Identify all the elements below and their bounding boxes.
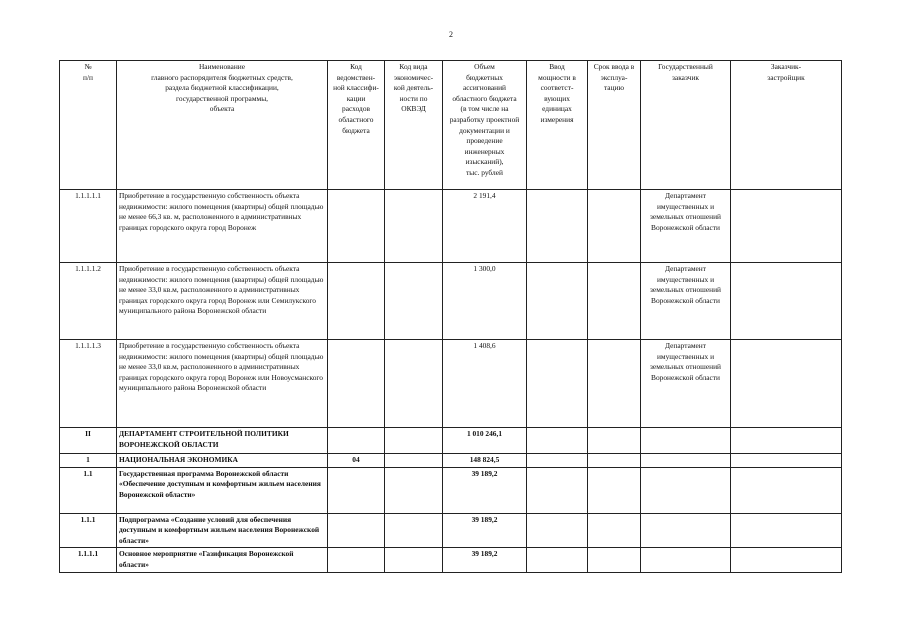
row-term — [588, 454, 641, 468]
row-num: 1.1.1.1 — [60, 548, 117, 572]
table-row — [60, 548, 842, 572]
row-okved — [385, 513, 443, 548]
header-dept-code: Код ведомствен- ной классифи- кации расходов областного бюджета — [328, 61, 385, 190]
row-capacity — [527, 428, 588, 454]
row-dept-code — [328, 467, 385, 513]
row-capacity — [527, 548, 588, 572]
header-term: Срок ввода в эксплуа- тацию — [588, 61, 641, 190]
row-num: 1 — [60, 454, 117, 468]
row-term — [588, 428, 641, 454]
row-dept-code — [328, 190, 385, 263]
row-dept-code — [328, 513, 385, 548]
row-capacity — [527, 454, 588, 468]
row-term — [588, 467, 641, 513]
header-customer: Государственный заказчик — [641, 61, 731, 190]
row-term — [588, 548, 641, 572]
row-builder — [731, 340, 842, 428]
row-name: Подпрограмма «Создание условий для обеспечения доступным и комфортным жильем населения Воронежской области» — [117, 513, 328, 548]
row-okved — [385, 428, 443, 454]
row-capacity — [527, 467, 588, 513]
row-builder — [731, 428, 842, 454]
header-okved: Код вида экономичес- кой деятель- ности по ОКВЭД — [385, 61, 443, 190]
row-name: Приобретение в государственную собственность объекта недвижимости: жилого помещения (квартиры) общей площадью не менее 66,3 кв. м, расположенного в административных границах городского округа город Воронеж — [117, 190, 328, 263]
row-okved — [385, 190, 443, 263]
row-name: НАЦИОНАЛЬНАЯ ЭКОНОМИКА — [117, 454, 328, 468]
header-num: № п/п — [60, 61, 117, 190]
row-customer — [641, 548, 731, 572]
table-row — [60, 263, 842, 340]
row-volume: 39 189,2 — [443, 548, 527, 572]
row-capacity — [527, 340, 588, 428]
row-name: Государственная программа Воронежской области «Обеспечение доступным и комфортным жильем населения Воронежской области» — [117, 467, 328, 513]
table-header-row — [60, 61, 842, 190]
row-name: Приобретение в государственную собственность объекта недвижимости: жилого помещения (квартиры) общей площадью не менее 33,0 кв.м, расположенного в административных границах городского округа город Воронеж или Семилукского муниципального района Воронежской области — [117, 263, 328, 340]
row-num: 1.1.1.1.2 — [60, 263, 117, 340]
row-volume: 1 010 246,1 — [443, 428, 527, 454]
row-builder — [731, 263, 842, 340]
row-name: ДЕПАРТАМЕНТ СТРОИТЕЛЬНОЙ ПОЛИТИКИ ВОРОНЕЖСКОЙ ОБЛАСТИ — [117, 428, 328, 454]
row-term — [588, 513, 641, 548]
row-volume: 1 300,0 — [443, 263, 527, 340]
page-number: 2 — [449, 30, 453, 39]
table-row — [60, 454, 842, 468]
table-row — [60, 428, 842, 454]
row-builder — [731, 190, 842, 263]
table-row — [60, 190, 842, 263]
row-num: 1.1 — [60, 467, 117, 513]
table-row — [60, 340, 842, 428]
row-num: 1.1.1.1.3 — [60, 340, 117, 428]
row-term — [588, 190, 641, 263]
row-volume: 39 189,2 — [443, 467, 527, 513]
row-dept-code — [328, 263, 385, 340]
row-dept-code — [328, 428, 385, 454]
row-volume: 148 824,5 — [443, 454, 527, 468]
row-num: II — [60, 428, 117, 454]
row-num: 1.1.1 — [60, 513, 117, 548]
row-builder — [731, 548, 842, 572]
row-customer: Департамент имущественных и земельных отношений Воронежской области — [641, 340, 731, 428]
row-capacity — [527, 190, 588, 263]
row-builder — [731, 454, 842, 468]
header-builder: Заказчик- застройщик — [731, 61, 842, 190]
row-capacity — [527, 513, 588, 548]
row-okved — [385, 340, 443, 428]
row-builder — [731, 467, 842, 513]
row-customer — [641, 428, 731, 454]
row-term — [588, 340, 641, 428]
row-dept-code — [328, 340, 385, 428]
row-customer — [641, 454, 731, 468]
row-volume: 39 189,2 — [443, 513, 527, 548]
row-customer — [641, 467, 731, 513]
row-okved — [385, 454, 443, 468]
row-num: 1.1.1.1.1 — [60, 190, 117, 263]
row-builder — [731, 513, 842, 548]
row-volume: 1 408,6 — [443, 340, 527, 428]
row-dept-code — [328, 548, 385, 572]
row-term — [588, 263, 641, 340]
row-customer — [641, 513, 731, 548]
row-customer: Департамент имущественных и земельных отношений Воронежской области — [641, 190, 731, 263]
row-name: Приобретение в государственную собственность объекта недвижимости: жилого помещения (квартиры) общей площадью не менее 33,0 кв.м, расположенного в административных границах городского округа город Воронеж или Новоусманского муниципального района Воронежской области — [117, 340, 328, 428]
header-name: Наименование главного распорядителя бюджетных средств, раздела бюджетной классификации, государственной программы, объекта — [117, 61, 328, 190]
header-capacity: Ввод мощности в соответст- вующих единицах измерения — [527, 61, 588, 190]
row-customer: Департамент имущественных и земельных отношений Воронежской области — [641, 263, 731, 340]
row-okved — [385, 467, 443, 513]
row-name: Основное мероприятие «Газификация Воронежской области» — [117, 548, 328, 572]
row-volume: 2 191,4 — [443, 190, 527, 263]
row-dept-code: 04 — [328, 454, 385, 468]
row-okved — [385, 263, 443, 340]
table-row — [60, 467, 842, 513]
row-capacity — [527, 263, 588, 340]
table-row — [60, 513, 842, 548]
budget-table — [59, 60, 842, 573]
header-volume: Объем бюджетных ассигнований областного бюджета (в том числе на разработку проектной документации и проведение инженерных изысканий), тыс. рублей — [443, 61, 527, 190]
row-okved — [385, 548, 443, 572]
